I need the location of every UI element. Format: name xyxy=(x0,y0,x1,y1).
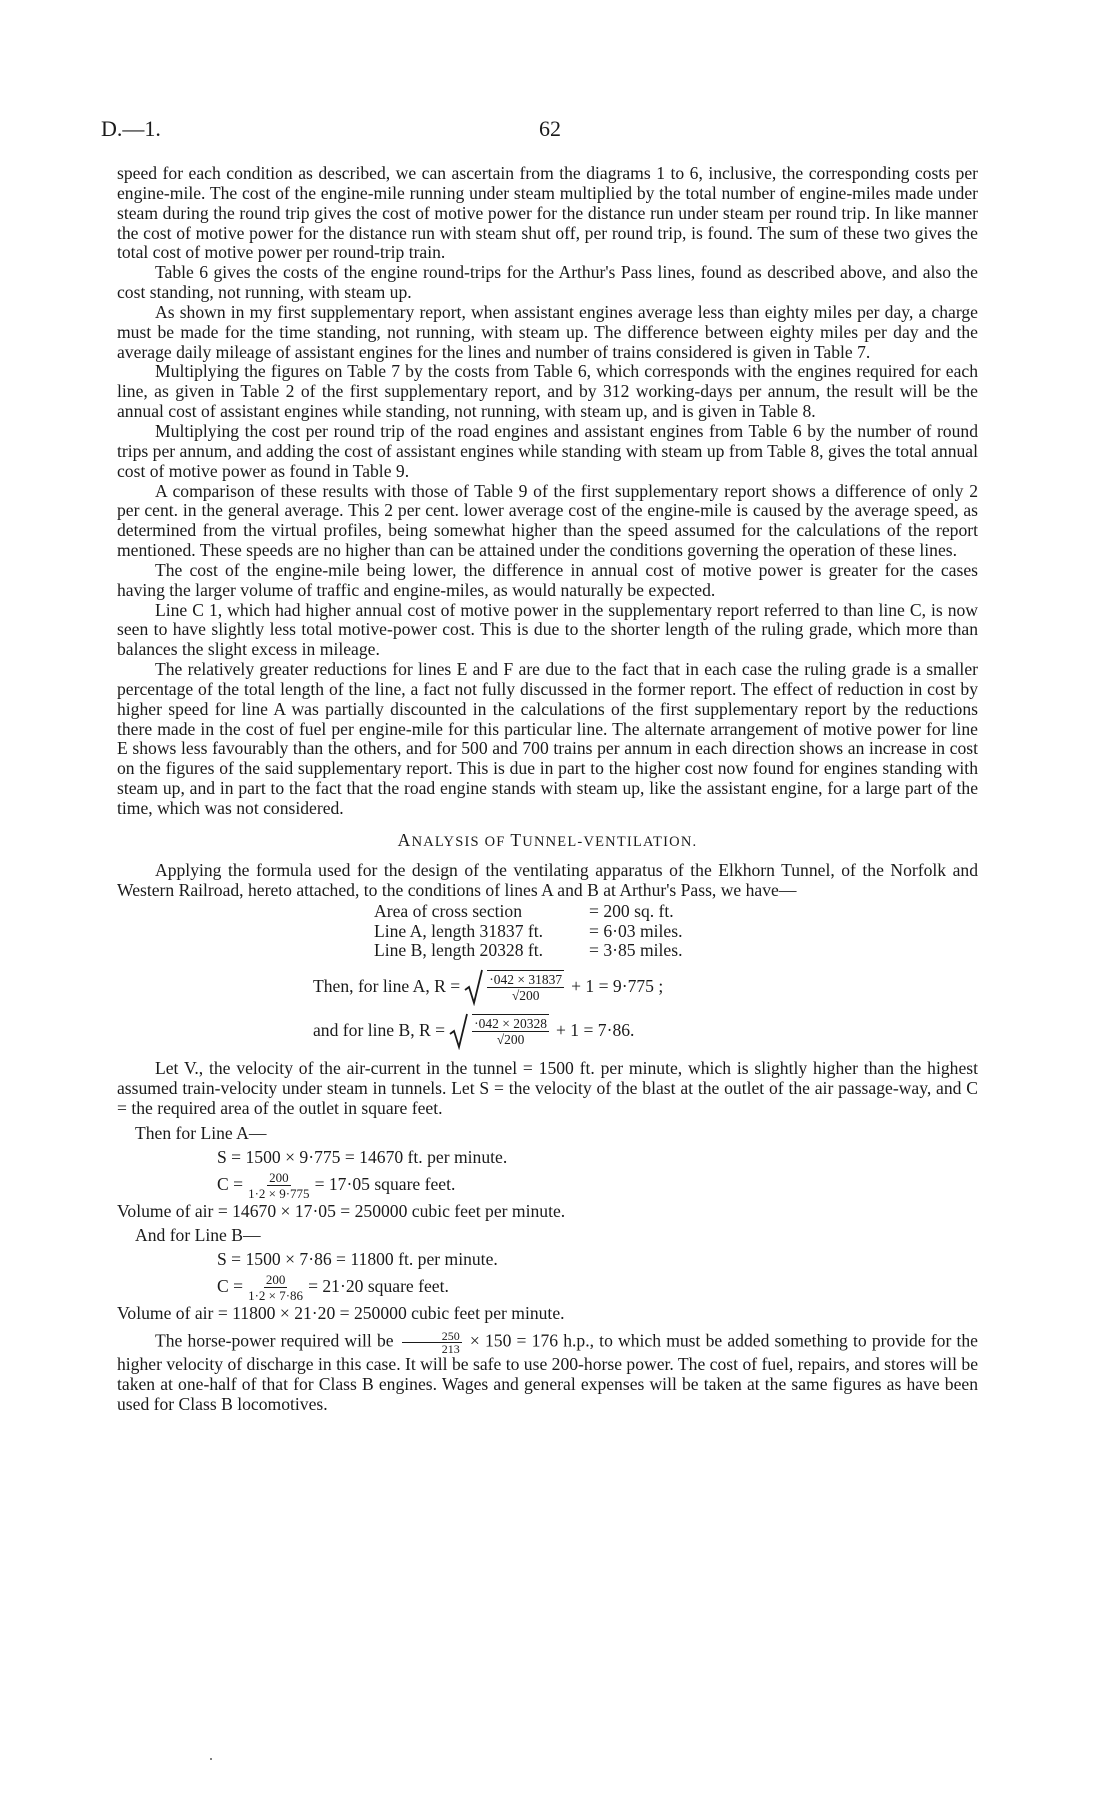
calc-area-prefix: C = xyxy=(217,1174,244,1195)
heading-cap: T xyxy=(510,829,523,850)
fraction xyxy=(472,1014,549,1047)
denominator: 1·2 × 7·86 xyxy=(248,1287,304,1303)
paragraph: Table 6 gives the costs of the engine round-trips for the Arthur's Pass lines, found as described above, and also the cost standing, not running, with steam up. xyxy=(117,262,978,303)
square-root xyxy=(449,1012,552,1050)
calc-area-suffix: = 21·20 square feet. xyxy=(308,1276,449,1297)
formula-line-b xyxy=(117,1009,978,1053)
paragraph: Line C 1, which had higher annual cost of motive power in the supplementary report referred to than line C, is now seen to have slightly less total motive-power cost. This is due to the shorter length of the ruling grade, which more than balances the slight excess in mileage. xyxy=(117,599,978,660)
definition-label: Line B, length 20328 ft. xyxy=(374,940,544,961)
denominator: √200 xyxy=(496,1032,525,1048)
definition-value: = 6·03 miles. xyxy=(589,920,683,941)
paragraph: Multiplying the figures on Table 7 by the costs from Table 6, which corresponds with the engines required for each line, as given in Table 2 of the first supplementary report, and by 312 working-days per annum, the result will be the annual cost of assistant engines while standing, not running, with steam up, and is given in Table 8. xyxy=(117,361,978,422)
print-speck xyxy=(210,1758,212,1760)
definition-label: Line A, length 31837 ft. xyxy=(374,920,544,941)
line-a-calculation xyxy=(117,1122,978,1224)
section-intro: Applying the formula used for the design of the ventilating apparatus of the Elkhorn Tunnel, of the Norfolk and Western Railroad, hereto attached, to the conditions of lines A and B at Arthur's Pass, we have— xyxy=(117,859,978,900)
numerator: 200 xyxy=(269,1169,289,1185)
page-number: 62 xyxy=(539,116,561,141)
formula-suffix: + 1 = 7·86. xyxy=(555,1019,635,1040)
horse-power-paragraph xyxy=(117,1330,978,1415)
radical-sign-icon xyxy=(449,1012,469,1050)
body-text xyxy=(117,164,978,1415)
definition-value: = 3·85 miles. xyxy=(589,940,683,961)
calc-volume: Volume of air = 14670 × 17·05 = 250000 cubic feet per minute. xyxy=(117,1201,566,1222)
formula-suffix: + 1 = 9·775 ; xyxy=(571,975,664,996)
paragraph: Let V., the velocity of the air-current in the tunnel = 1500 ft. per minute, which is slightly higher than the highest assumed train-velocity under steam in tunnels. Let S = the velocity of the blast at the outlet of the air passage-way, and C = the required area of the outlet in square feet. xyxy=(117,1057,978,1118)
radical-sign-icon xyxy=(464,968,484,1006)
paragraph: speed for each condition as described, we can ascertain from the diagrams 1 to 6, inclusive, the corresponding costs per engine-mile. The cost of the engine-mile running under steam multiplied by the total number of engine-miles made under steam during the round trip gives the cost of motive power for the distance run under steam per round trip. In like manner the cost of motive power for the distance run with steam shut off, per round trip, is found. The sum of these two gives the total cost of motive power per round-trip train. xyxy=(117,163,978,263)
fraction xyxy=(487,970,564,1003)
fraction xyxy=(402,1330,462,1355)
paragraph: A comparison of these results with those of Table 9 of the first supplementary report shows a difference of only 2 per cent. in the general average. This 2 per cent. lower average cost of the engine-mile is caused by the average speed, as determined from the virtual profiles, being somewhat higher than the speed assumed for the calculations of the report mentioned. These speeds are no higher than can be attained under the conditions governing the operation of these lines. xyxy=(117,480,978,561)
definition-row xyxy=(374,902,978,922)
formula-prefix: and for line B, R = xyxy=(313,1019,446,1040)
heading-text: NALYSIS OF xyxy=(411,833,511,850)
section-heading xyxy=(117,831,978,853)
calc-intro: And for Line B— xyxy=(135,1225,261,1246)
numerator: 200 xyxy=(265,1271,286,1287)
paragraph: The relatively greater reductions for lines E and F are due to the fact that in each case the ruling grade is a smaller percentage of the total length of the line, a fact not fully discussed in the former report. The effect of reduction in cost by higher speed for line A was partially discounted in the calculations of the first supplementary report by the reductions there made in the cost of fuel per engine-mile for this particular line. The alternate arrangement of motive power for line E shows less favourably than the others, and for 500 and 700 trains per annum in each direction shows an increase in cost on the figures of the said supplementary report. This is due in part to the higher cost now found for engines standing with steam up, and in part to the fact that the road engine stands with steam up, like the assistant engine, for a large part of the time, which was not considered. xyxy=(117,659,978,818)
heading-cap: A xyxy=(397,829,412,850)
denominator: 213 xyxy=(441,1342,460,1357)
calc-area-prefix: C = xyxy=(217,1276,244,1297)
numerator: ·042 × 20328 xyxy=(474,1016,547,1032)
paragraph: The cost of the engine-mile being lower, the difference in annual cost of motive power is greater for the cases having the larger volume of traffic and engine-miles, as would naturally be expected. xyxy=(117,559,978,600)
calc-area-suffix: = 17·05 square feet. xyxy=(314,1174,456,1195)
definition-row xyxy=(374,922,978,942)
denominator: 1·2 × 9·775 xyxy=(248,1185,310,1201)
formula-prefix: Then, for line A, R = xyxy=(313,975,461,996)
calc-intro: Then for Line A— xyxy=(135,1123,267,1144)
square-root xyxy=(464,968,567,1006)
paragraph: Multiplying the cost per round trip of the road engines and assistant engines from Table 6 by the number of round trips per annum, and adding the cost of assistant engines while standing with steam up from Table 8, gives the total annual cost of motive power as found in Table 9. xyxy=(117,420,978,481)
paragraph: As shown in my first supplementary report, when assistant engines average less than eighty miles per day, a charge must be made for the time standing, not running, with steam up. The difference between eighty miles per day and the average daily mileage of assistant engines for the lines and number of trains considered is given in Table 7. xyxy=(117,301,978,362)
definition-value: = 200 sq. ft. xyxy=(589,901,674,922)
definition-row xyxy=(374,941,978,961)
calc-volume: Volume of air = 11800 × 21·20 = 250000 cubic feet per minute. xyxy=(117,1303,565,1324)
fraction xyxy=(246,1170,312,1201)
definitions xyxy=(374,902,978,961)
hp-suffix: × 150 = 176 h.p., to which must be added something to provide for the higher velocity of discharge in this case. It will be safe to use 200-horse power. The cost of fuel, repairs, and stores will be taken at one-half of that for Class B engines. Wages and general expenses will be taken at the same figures as have been used for Class B locomotives. xyxy=(117,1330,978,1415)
fraction xyxy=(246,1272,305,1303)
numerator: 250 xyxy=(402,1330,462,1343)
calc-area xyxy=(117,1170,978,1200)
formula-line-a xyxy=(117,965,978,1009)
calc-area xyxy=(117,1272,978,1302)
line-b-calculation xyxy=(117,1224,978,1326)
calc-velocity: S = 1500 × 7·86 = 11800 ft. per minute. xyxy=(217,1249,498,1270)
document-reference: D.—1. xyxy=(101,116,161,141)
heading-text: UNNEL-VENTILATION. xyxy=(522,833,698,850)
calc-velocity: S = 1500 × 9·775 = 14670 ft. per minute. xyxy=(217,1147,508,1168)
definition-label: Area of cross section xyxy=(374,901,523,922)
hp-prefix: The horse-power required will be xyxy=(155,1330,394,1351)
numerator: ·042 × 31837 xyxy=(489,972,563,988)
denominator: √200 xyxy=(511,988,540,1004)
